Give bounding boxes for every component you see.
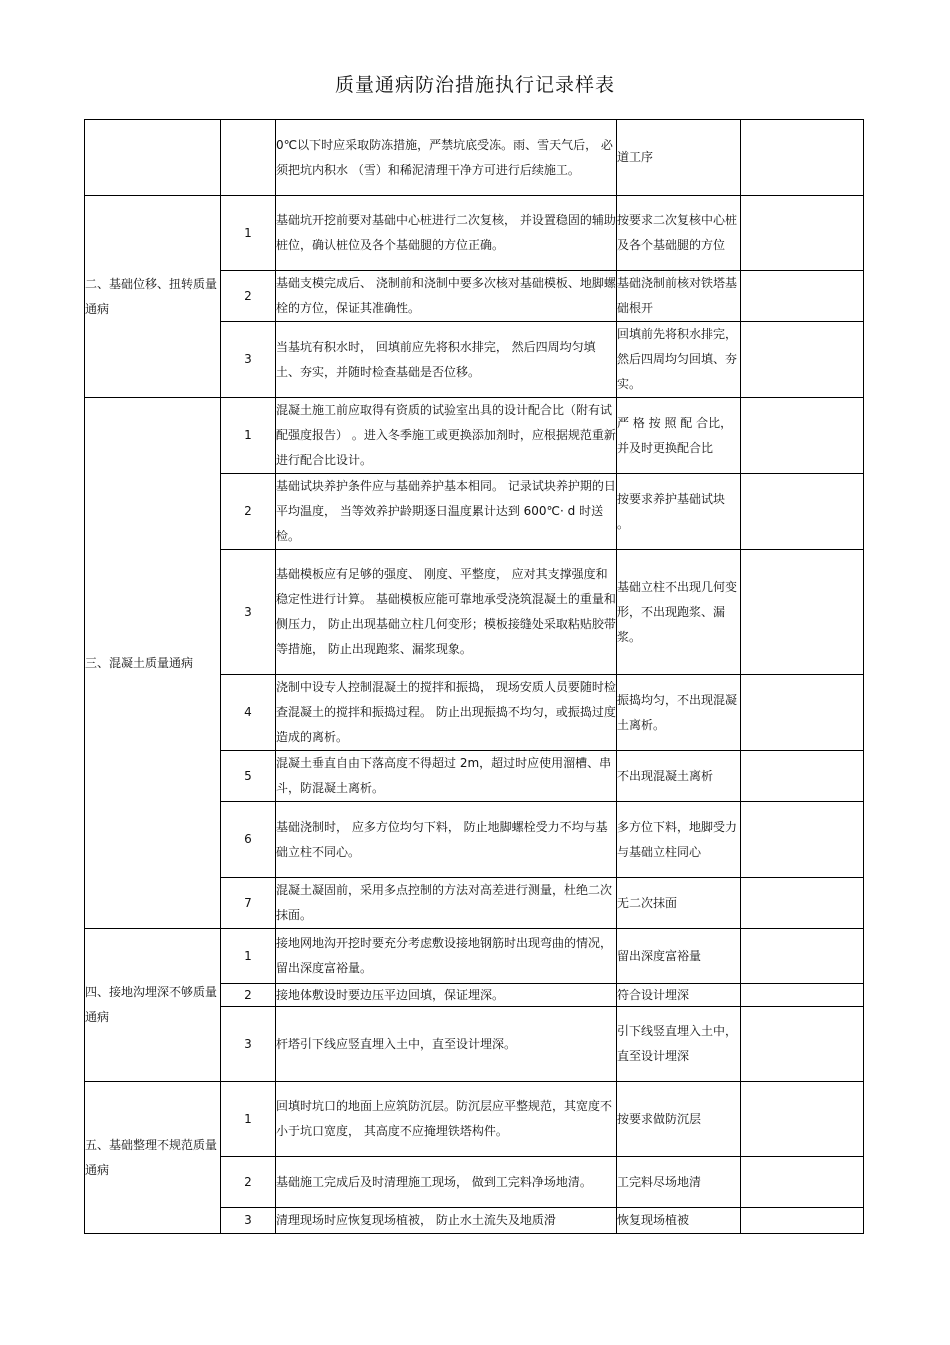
measure-cell: 基础试块养护条件应与基础养护基本相同。 记录试块养护期的日平均温度， 当等效养护龄期逐日温度累计达到 600℃· d 时送检。 [276,474,617,550]
row-number: 1 [221,196,276,271]
requirement-cell: 道工序 [617,120,741,196]
record-cell [741,474,864,550]
measure-cell: 0℃以下时应采取防冻措施，严禁坑底受冻。雨、雪天气后， 必须把坑内积水 （雪）和稀泥清理干净方可进行后续施工。 [276,120,617,196]
measure-cell: 接地网地沟开挖时要充分考虑敷设接地钢筋时出现弯曲的情况，留出深度富裕量。 [276,929,617,984]
row-number: 2 [221,984,276,1007]
record-cell [741,1208,864,1234]
table-row [85,929,864,984]
row-number: 5 [221,751,276,802]
measure-cell: 杆塔引下线应竖直埋入土中，直至设计埋深。 [276,1007,617,1082]
row-number: 2 [221,1157,276,1208]
measure-cell: 接地体敷设时要边压平边回填，保证埋深。 [276,984,617,1007]
record-cell [741,1082,864,1157]
record-cell [741,1157,864,1208]
requirement-cell: 无二次抹面 [617,878,741,929]
row-number: 6 [221,802,276,878]
requirement-cell: 振捣均匀，不出现混凝土离析。 [617,675,741,751]
measure-cell: 混凝土施工前应取得有资质的试验室出具的设计配合比（附有试配强度报告） 。进入冬季施工或更换添加剂时，应根据规范重新进行配合比设计。 [276,398,617,474]
requirement-cell: 按要求二次复核中心桩及各个基础腿的方位 [617,196,741,271]
requirement-cell: 基础浇制前核对铁塔基础根开 [617,271,741,322]
row-number: 3 [221,322,276,398]
requirement-cell: 按要求养护基础试块 。 [617,474,741,550]
measure-cell: 当基坑有积水时， 回填前应先将积水排完， 然后四周均匀填土、夯实，并随时检查基础是否位移。 [276,322,617,398]
table-row [85,398,864,474]
row-number: 1 [221,398,276,474]
record-cell [741,271,864,322]
record-cell [741,1007,864,1082]
requirement-cell: 多方位下料，地脚受力与基础立柱同心 [617,802,741,878]
requirement-cell: 留出深度富裕量 [617,929,741,984]
row-number: 2 [221,271,276,322]
measure-cell: 基础坑开挖前要对基础中心桩进行二次复核， 并设置稳固的辅助桩位，确认桩位及各个基础腿的方位正确。 [276,196,617,271]
measure-cell: 基础模板应有足够的强度、 刚度、平整度， 应对其支撑强度和稳定性进行计算。 基础模板应能可靠地承受浇筑混凝土的重量和侧压力， 防止出现基础立柱几何变形；模板接缝处采取粘贴胶带等措施， 防止出现跑浆、漏浆现象。 [276,550,617,675]
measure-cell: 基础支模完成后、 浇制前和浇制中要多次核对基础模板、地脚螺栓的方位，保证其准确性。 [276,271,617,322]
requirement-cell: 不出现混凝土离析 [617,751,741,802]
measure-cell: 回填时坑口的地面上应筑防沉层。防沉层应平整规范，其宽度不小于坑口宽度， 其高度不应掩埋铁塔构件。 [276,1082,617,1157]
measure-cell: 清理现场时应恢复现场植被， 防止水土流失及地质滑 [276,1208,617,1234]
record-cell [741,878,864,929]
section-cell [85,120,221,196]
row-number: 1 [221,929,276,984]
record-table [84,119,864,1234]
measure-cell: 混凝土凝固前，采用多点控制的方法对高差进行测量，杜绝二次抹面。 [276,878,617,929]
row-number: 3 [221,1007,276,1082]
record-cell [741,398,864,474]
requirement-cell: 引下线竖直埋入土中，直至设计埋深 [617,1007,741,1082]
section-label: 二、基础位移、扭转质量通病 [85,196,221,398]
row-number [221,120,276,196]
requirement-cell: 按要求做防沉层 [617,1082,741,1157]
record-cell [741,196,864,271]
row-number: 3 [221,550,276,675]
record-cell [741,984,864,1007]
record-cell [741,120,864,196]
section-label: 四、接地沟埋深不够质量通病 [85,929,221,1082]
table-row [85,1082,864,1157]
page-title: 质量通病防治措施执行记录样表 [334,74,615,96]
table-row [85,120,864,196]
record-cell [741,322,864,398]
record-cell [741,929,864,984]
requirement-cell: 严 格 按 照 配 合比，并及时更换配合比 [617,398,741,474]
requirement-cell: 基础立柱不出现几何变形，不出现跑浆、漏浆。 [617,550,741,675]
measure-cell: 基础施工完成后及时清理施工现场， 做到工完料净场地清。 [276,1157,617,1208]
row-number: 7 [221,878,276,929]
record-cell [741,675,864,751]
requirement-cell: 回填前先将积水排完，然后四周均匀回填、夯实。 [617,322,741,398]
record-cell [741,550,864,675]
requirement-cell: 工完料尽场地清 [617,1157,741,1208]
measure-cell: 混凝土垂直自由下落高度不得超过 2m，超过时应使用溜槽、串斗，防混凝土离析。 [276,751,617,802]
row-number: 2 [221,474,276,550]
section-label: 三、混凝土质量通病 [85,398,221,929]
row-number: 3 [221,1208,276,1234]
record-cell [741,751,864,802]
measure-cell: 浇制中设专人控制混凝土的搅拌和振捣， 现场安质人员要随时检查混凝土的搅拌和振捣过程。 防止出现振捣不均匀，或振捣过度造成的离析。 [276,675,617,751]
row-number: 4 [221,675,276,751]
measure-cell: 基础浇制时， 应多方位均匀下料， 防止地脚螺栓受力不均与基础立柱不同心。 [276,802,617,878]
table-row [85,196,864,271]
record-cell [741,802,864,878]
requirement-cell: 符合设计埋深 [617,984,741,1007]
section-label: 五、基础整理不规范质量通病 [85,1082,221,1234]
row-number: 1 [221,1082,276,1157]
requirement-cell: 恢复现场植被 [617,1208,741,1234]
